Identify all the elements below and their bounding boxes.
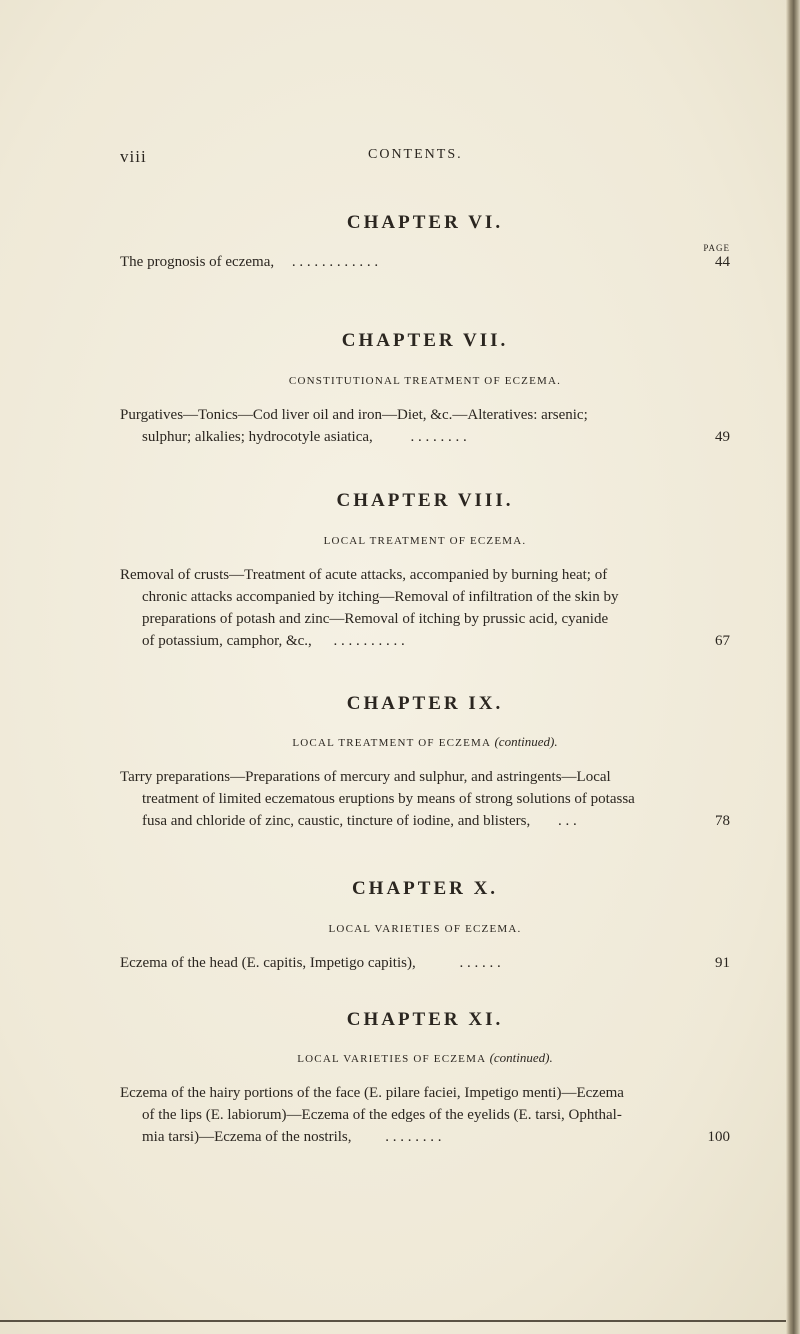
page-bottom-edge [0,1320,786,1322]
book-spine-shadow [786,0,800,1334]
subtitle-continued: (continued). [489,1050,553,1065]
page-number: 100 [707,1129,730,1145]
chapter-title: CHAPTER X. [351,878,499,899]
page-number: 91 [715,955,730,971]
page-column-label: PAGE [703,243,730,253]
entry-line: fusa and chloride of zinc, caustic, tincture of iodine, and blisters, . . . [142,813,577,829]
leader-dots: . . . . . . . . . . . . [291,254,379,270]
entry-line: Tarry preparations—Preparations of mercury and sulphur, and astringents—Local [120,769,611,785]
leader-dots: . . . [557,813,577,829]
leader-dots: . . . . . . . . [410,429,467,445]
chapter-title: CHAPTER VI. [346,212,504,233]
entry-line: mia tarsi)—Eczema of the nostrils, . . . . . . . . [142,1129,442,1145]
toc-entry [120,404,730,448]
entry-line: of the lips (E. labiorum)—Eczema of the edges of the eyelids (E. tarsi, Ophthal- [142,1107,622,1123]
chapter-vi [120,212,730,273]
running-head: CONTENTS. [368,147,463,162]
leader-dots: . . . . . . . . . . [333,633,405,649]
page-number: 49 [715,429,730,445]
chapter-subtitle: CONSTITUTIONAL TREATMENT OF ECZEMA. [288,375,562,387]
chapter-x [120,878,730,974]
chapter-subtitle: LOCAL VARIETIES OF ECZEMA (continued). [297,1050,553,1065]
chapter-subtitle: LOCAL TREATMENT OF ECZEMA (continued). [292,734,558,749]
entry-line: of potassium, camphor, &c., . . . . . . . . . . [142,633,405,649]
chapter-title: CHAPTER IX. [346,693,504,714]
entry-line: Eczema of the head (E. capitis, Impetigo capitis), . . . . . . [120,955,501,971]
toc-entry [120,1082,730,1148]
page-number: 67 [715,633,730,649]
entry-line: chronic attacks accompanied by itching—Removal of infiltration of the skin by [142,589,619,605]
entry-line: Purgatives—Tonics—Cod liver oil and iron—Diet, &c.—Alteratives: arsenic; [120,407,588,423]
entry-line: Removal of crusts—Treatment of acute attacks, accompanied by burning heat; of [120,567,608,583]
page-folio: viii [120,147,147,166]
toc-entry [120,243,730,273]
entry-line: treatment of limited eczematous eruptions by means of strong solutions of potassa [142,791,635,807]
chapter-vii [120,330,730,448]
toc-entry [120,766,730,832]
subtitle-continued: (continued). [494,734,558,749]
chapter-title: CHAPTER VIII. [336,490,514,511]
entry-line: sulphur; alkalies; hydrocotyle asiatica, . . . . . . . . [142,429,467,445]
page-number: 78 [715,813,730,829]
toc-entry [120,952,730,974]
chapter-xi [120,1009,730,1148]
chapter-title: CHAPTER VII. [341,330,509,351]
chapter-ix [120,693,730,832]
toc-entry [120,564,730,652]
page-header [120,147,720,167]
page-number: 44 [715,254,730,270]
chapter-viii [120,490,730,652]
entry-line: The prognosis of eczema, . . . . . . . . . . . . [120,254,379,270]
entry-line: preparations of potash and zinc—Removal of itching by prussic acid, cyanide [142,611,609,627]
chapter-subtitle: LOCAL VARIETIES OF ECZEMA. [328,923,522,935]
leader-dots: . . . . . . [459,955,501,971]
chapter-subtitle: LOCAL TREATMENT OF ECZEMA. [323,535,527,547]
leader-dots: . . . . . . . . [385,1129,442,1145]
chapter-title: CHAPTER XI. [346,1009,504,1030]
entry-line: Eczema of the hairy portions of the face (E. pilare faciei, Impetigo menti)—Eczema [120,1085,624,1101]
